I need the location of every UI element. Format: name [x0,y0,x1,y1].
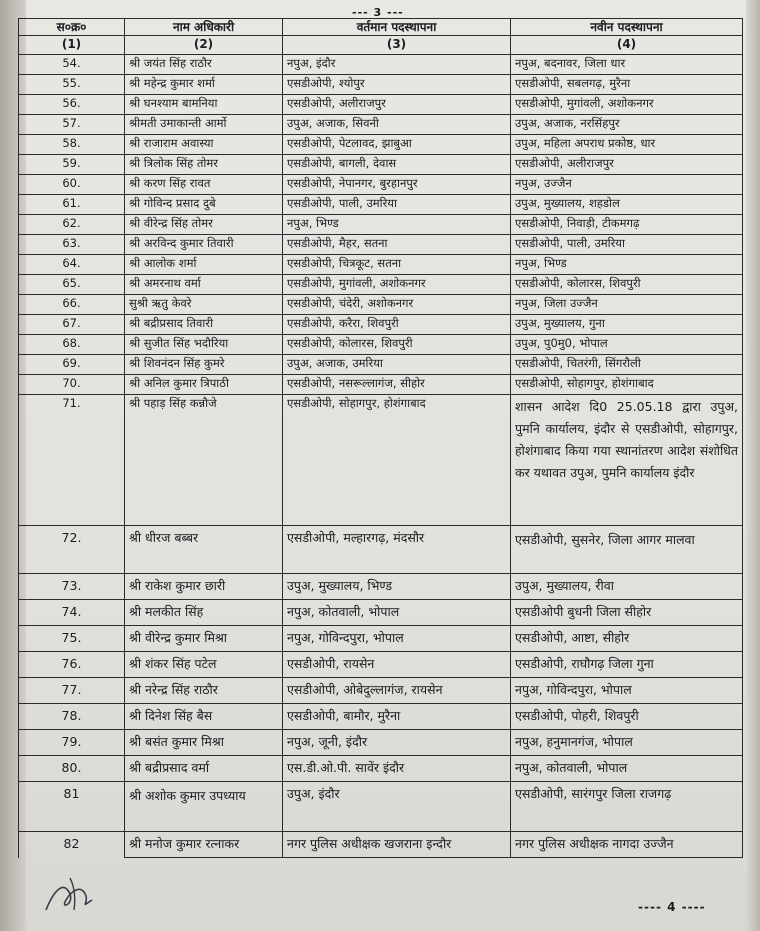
row-officer-name: श्री वीरेन्द्र सिंह तोमर [125,215,283,235]
table-subheader-row [19,36,743,55]
row-current-posting: एसडीओपी, श्योपुर [283,75,511,95]
row-new-posting: एसडीओपी, चितरंगी, सिंगरौली [511,355,743,375]
header-sno: स०क्र० [19,19,125,36]
row-new-posting: नपुअ, कोतवाली, भोपाल [511,756,743,782]
row-current-posting: एसडीओपी, पाली, उमरिया [283,195,511,215]
row-current-posting: एसडीओपी, अलीराजपुर [283,95,511,115]
row-sno: 58. [19,135,125,155]
table-row [19,175,743,195]
row-officer-name: श्री पहाड़ सिंह कन्नौजे [125,395,283,526]
row-sno: 55. [19,75,125,95]
row-sno: 67. [19,315,125,335]
row-officer-name: श्रीमती उमाकान्ती आर्मो [125,115,283,135]
row-current-posting: एसडीओपी, मुगांवली, अशोकनगर [283,275,511,295]
row-new-posting: नपुअ, भिण्ड [511,255,743,275]
row-current-posting: एसडीओपी, नेपानगर, बुरहानपुर [283,175,511,195]
table-row [19,574,743,600]
subheader-3: (3) [283,36,511,55]
row-officer-name: श्री राकेश कुमार छारी [125,574,283,600]
row-sno: 77. [19,678,125,704]
row-current-posting: एसडीओपी, ओबेदुल्लागंज, रायसेन [283,678,511,704]
table-row [19,75,743,95]
row-sno: 72. [19,526,125,574]
table-row [19,335,743,355]
row-officer-name: श्री अशोक कुमार उपध्याय [125,782,283,832]
row-sno: 78. [19,704,125,730]
row-current-posting: एसडीओपी, रायसेन [283,652,511,678]
table-row [19,678,743,704]
row-current-posting: एसडीओपी, मैहर, सतना [283,235,511,255]
table-row [19,155,743,175]
row-new-posting: नपुअ, गोविन्दपुरा, भोपाल [511,678,743,704]
row-new-posting: उपुअ, मुख्यालय, शहडोल [511,195,743,215]
row-new-posting: एसडीओपी, राघौगढ़ जिला गुना [511,652,743,678]
table-row [19,652,743,678]
row-sno: 73. [19,574,125,600]
row-sno: 81 [19,782,125,832]
row-new-posting: नपुअ, हनुमानगंज, भोपाल [511,730,743,756]
table-row [19,275,743,295]
row-current-posting: नपुअ, भिण्ड [283,215,511,235]
table-row [19,756,743,782]
row-officer-name: श्री अरविन्द कुमार तिवारी [125,235,283,255]
row-new-posting: नपुअ, बदनावर, जिला धार [511,55,743,75]
row-new-posting: एसडीओपी, सुसनेर, जिला आगर मालवा [511,526,743,574]
table-header-row [19,19,743,36]
table-row [19,375,743,395]
row-sno: 66. [19,295,125,315]
row-officer-name: श्री शंकर सिंह पटेल [125,652,283,678]
header-new-posting: नवीन पदस्थापना [511,19,743,36]
row-officer-name: श्री राजाराम अवास्या [125,135,283,155]
row-current-posting: नगर पुलिस अधीक्षक खजराना इन्दौर [283,832,511,858]
row-officer-name: श्री महेन्द्र कुमार शर्मा [125,75,283,95]
row-new-posting: शासन आदेश दि0 25.05.18 द्वारा उपुअ, पुमनि कार्यालय, इंदौर से एसडीओपी, सोहागपुर, होशंगाबाद किया गया स्थानांतरण आदेश संशोधित कर यथावत उपुअ, पुमनि कार्यालय इंदौर [511,395,743,526]
row-new-posting: एसडीओपी, कोलारस, शिवपुरी [511,275,743,295]
row-sno: 70. [19,375,125,395]
row-current-posting: नपुअ, इंदौर [283,55,511,75]
row-officer-name: श्री मलकीत सिंह [125,600,283,626]
row-current-posting: एसडीओपी, नसरूल्लागंज, सीहोर [283,375,511,395]
row-current-posting: एसडीओपी, चंदेरी, अशोकनगर [283,295,511,315]
row-officer-name: श्री सुजीत सिंह भदौरिया [125,335,283,355]
table-row [19,704,743,730]
next-page-marker: ---- 4 ---- [638,900,706,914]
row-sno: 82 [19,832,125,858]
table-row [19,55,743,75]
row-sno: 80. [19,756,125,782]
table-row [19,355,743,375]
row-officer-name: श्री बद्रीप्रसाद वर्मा [125,756,283,782]
row-new-posting: उपुअ, पु0मु0, भोपाल [511,335,743,355]
row-current-posting: उपुअ, अजाक, सिवनी [283,115,511,135]
row-sno: 62. [19,215,125,235]
header-name: नाम अधिकारी [125,19,283,36]
page-edge-right [746,0,760,931]
table-row [19,115,743,135]
row-sno: 79. [19,730,125,756]
row-sno: 71. [19,395,125,526]
table-row [19,195,743,215]
subheader-4: (4) [511,36,743,55]
row-current-posting: एसडीओपी, करैरा, शिवपुरी [283,315,511,335]
row-officer-name: श्री अनिल कुमार त्रिपाठी [125,375,283,395]
table-row [19,215,743,235]
row-sno: 57. [19,115,125,135]
table-row [19,782,743,832]
table-row [19,315,743,335]
table-row [19,95,743,115]
row-sno: 56. [19,95,125,115]
row-current-posting: उपुअ, अजाक, उमरिया [283,355,511,375]
page-number: --- 3 --- [352,6,404,19]
row-new-posting: एसडीओपी, अलीराजपुर [511,155,743,175]
row-current-posting: नपुअ, गोविन्दपुरा, भोपाल [283,626,511,652]
table-row [19,255,743,275]
table-row [19,626,743,652]
table-row [19,600,743,626]
row-current-posting: एसडीओपी, पेटलावद, झाबुआ [283,135,511,155]
row-sno: 75. [19,626,125,652]
row-current-posting: एस.डी.ओ.पी. सावेंर इंदौर [283,756,511,782]
row-sno: 76. [19,652,125,678]
row-officer-name: सुश्री ऋतु केवरे [125,295,283,315]
row-current-posting: नपुअ, जूनी, इंदौर [283,730,511,756]
row-officer-name: श्री घनश्याम बामनिया [125,95,283,115]
row-new-posting: एसडीओपी, पोहरी, शिवपुरी [511,704,743,730]
row-sno: 68. [19,335,125,355]
row-sno: 64. [19,255,125,275]
row-officer-name: श्री करण सिंह रावत [125,175,283,195]
subheader-2: (2) [125,36,283,55]
row-new-posting: एसडीओपी, मुगांवली, अशोकनगर [511,95,743,115]
row-sno: 60. [19,175,125,195]
row-sno: 61. [19,195,125,215]
row-new-posting: नपुअ, जिला उज्जैन [511,295,743,315]
row-officer-name: श्री बसंत कुमार मिश्रा [125,730,283,756]
row-new-posting: नगर पुलिस अधीक्षक नागदा उज्जैन [511,832,743,858]
table-row [19,295,743,315]
row-officer-name: श्री मनोज कुमार रत्नाकर [125,832,283,858]
row-officer-name: श्री गोविन्द प्रसाद दुबे [125,195,283,215]
row-current-posting: उपुअ, मुख्यालय, भिण्ड [283,574,511,600]
subheader-1: (1) [19,36,125,55]
row-sno: 63. [19,235,125,255]
row-current-posting: एसडीओपी, सोहागपुर, होशंगाबाद [283,395,511,526]
row-current-posting: एसडीओपी, बागली, देवास [283,155,511,175]
row-new-posting: एसडीओपी, आष्टा, सीहोर [511,626,743,652]
row-new-posting: एसडीओपी, सबलगढ़, मुरैना [511,75,743,95]
row-officer-name: श्री नरेन्द्र सिंह राठौर [125,678,283,704]
row-officer-name: श्री अमरनाथ वर्मा [125,275,283,295]
row-officer-name: श्री दिनेश सिंह बैस [125,704,283,730]
row-new-posting: उपुअ, अजाक, नरसिंहपुर [511,115,743,135]
row-officer-name: श्री जयंत सिंह राठौर [125,55,283,75]
row-sno: 54. [19,55,125,75]
row-officer-name: श्री त्रिलोक सिंह तोमर [125,155,283,175]
table-row [19,235,743,255]
row-sno: 74. [19,600,125,626]
row-new-posting: एसडीओपी, निवाड़ी, टीकमगढ़ [511,215,743,235]
row-new-posting: एसडीओपी बुधनी जिला सीहोर [511,600,743,626]
row-sno: 59. [19,155,125,175]
row-officer-name: श्री बद्रीप्रसाद तिवारी [125,315,283,335]
transfer-table-container [18,18,742,858]
header-current-posting: वर्तमान पदस्थापना [283,19,511,36]
row-new-posting: नपुअ, उज्जैन [511,175,743,195]
table-row [19,526,743,574]
table-body [19,55,743,858]
table-row [19,832,743,858]
table-row [19,395,743,526]
transfer-table [18,18,743,858]
row-current-posting: एसडीओपी, मल्हारगढ़, मंदसौर [283,526,511,574]
row-new-posting: उपुअ, मुख्यालय, रीवा [511,574,743,600]
row-new-posting: उपुअ, महिला अपराध प्रकोष्ठ, धार [511,135,743,155]
row-new-posting: एसडीओपी, सोहागपुर, होशंगाबाद [511,375,743,395]
row-officer-name: श्री शिवनंदन सिंह कुमरे [125,355,283,375]
table-row [19,730,743,756]
row-current-posting: एसडीओपी, चित्रकूट, सतना [283,255,511,275]
row-new-posting: उपुअ, मुख्यालय, गुना [511,315,743,335]
row-new-posting: एसडीओपी, सारंगपुर जिला राजगढ़ [511,782,743,832]
row-officer-name: श्री वीरेन्द्र कुमार मिश्रा [125,626,283,652]
row-sno: 65. [19,275,125,295]
signature-mark [40,870,110,918]
row-current-posting: एसडीओपी, बामौर, मुरैना [283,704,511,730]
table-row [19,135,743,155]
row-current-posting: नपुअ, कोतवाली, भोपाल [283,600,511,626]
row-sno: 69. [19,355,125,375]
row-officer-name: श्री आलोक शर्मा [125,255,283,275]
row-officer-name: श्री धीरज बब्बर [125,526,283,574]
row-current-posting: एसडीओपी, कोलारस, शिवपुरी [283,335,511,355]
row-new-posting: एसडीओपी, पाली, उमरिया [511,235,743,255]
row-current-posting: उपुअ, इंदौर [283,782,511,832]
